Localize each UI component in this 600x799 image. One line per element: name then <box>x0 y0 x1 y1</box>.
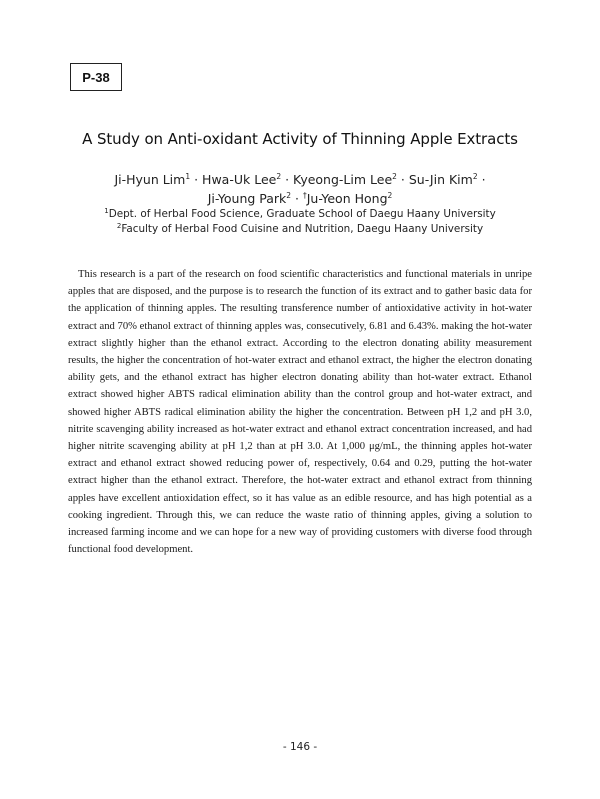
affiliation-text: Dept. of Herbal Food Science, Graduate School of Daegu Haany University <box>108 208 496 220</box>
author-name: Kyeong-Lim Lee <box>293 172 393 187</box>
author-separator: · <box>281 172 294 187</box>
author-name: Ji-Young Park <box>207 191 287 206</box>
abstract-body: This research is a part of the research on food scientific characteristics and functional materials in unripe apples that are disposed, and the purpose is to research the function of its extract and to gather basic data for the application of thinning apples. The resulting transference number of antioxidative activity in hot-water extract and 70% ethanol extract of thinning apples was, consecutively, 6.81 and 6.43%. making the hot-water extract slightly higher than the ethanol extract. According to the electron donating ability measurement results, the higher the concentration of hot-water extract and ethanol extract, the higher the electron donating ability gets, and the ethanol extract has higher electron donating ability than hot-water extract. Ethanol extract showed higher ABTS radical elimination ability than the control group and hot-water extract, and showed higher ABTS radical elimination ability the higher the concentration. Between pH 1,2 and pH 3.0, nitrite scavenging ability increased as hot-water extract and ethanol extract concentration increased, and had higher nitrite scavenging ability at pH 1,2 than at pH 3.0. At 1,000 μg/mL, the thinning apples hot-water extract and ethanol extract showed reducing power of, respectively, 0.64 and 0.29, putting the hot-water extract higher than the ethanol extract. Therefore, the hot-water extract and ethanol extract from thinning apples have excellent antioxidation effect, so it has value as an edible resource, and has high potential as a cooking ingredient. Through this, we can reduce the waste ratio of thinning apples, giving a solution to increased farming income and we can hope for a new way of providing customers with diverse food through functional food development. <box>68 269 532 556</box>
author-affiliation-mark: 2 <box>387 191 393 200</box>
author-name: Ju-Yeon Hong <box>306 191 388 206</box>
affiliation-line <box>0 222 600 237</box>
author-list <box>0 170 600 208</box>
page-number: - 146 - <box>282 741 318 753</box>
author-separator: · <box>291 191 303 206</box>
author-name: Ji-Hyun Lim <box>114 172 186 187</box>
corresponding-author-mark: † <box>303 191 307 200</box>
author-line-2 <box>0 189 600 208</box>
affiliation-mark: 1 <box>104 207 109 215</box>
author-affiliation-mark: 2 <box>472 172 478 181</box>
author-separator: · <box>396 172 409 187</box>
author-affiliation-mark: 2 <box>392 172 397 181</box>
poster-id-box <box>70 63 122 91</box>
author-name: Su-Jin Kim <box>408 172 473 187</box>
poster-id-label: P-38 <box>82 69 110 85</box>
author-separator: · <box>190 172 203 187</box>
author-affiliation-mark: 2 <box>276 172 282 181</box>
affiliation-text: Faculty of Herbal Food Cuisine and Nutrition, Daegu Haany University <box>121 223 484 235</box>
paper-title: A Study on Anti-oxidant Activity of Thinning Apple Extracts <box>82 130 518 148</box>
author-separator: · <box>477 172 486 187</box>
author-affiliation-mark: 2 <box>286 191 292 200</box>
author-name: Hwa-Uk Lee <box>202 172 277 187</box>
affiliation-line <box>0 207 600 222</box>
affiliation-list <box>0 207 600 237</box>
author-line-1 <box>0 170 600 189</box>
affiliation-mark: 2 <box>116 222 122 230</box>
author-affiliation-mark: 1 <box>185 172 191 181</box>
